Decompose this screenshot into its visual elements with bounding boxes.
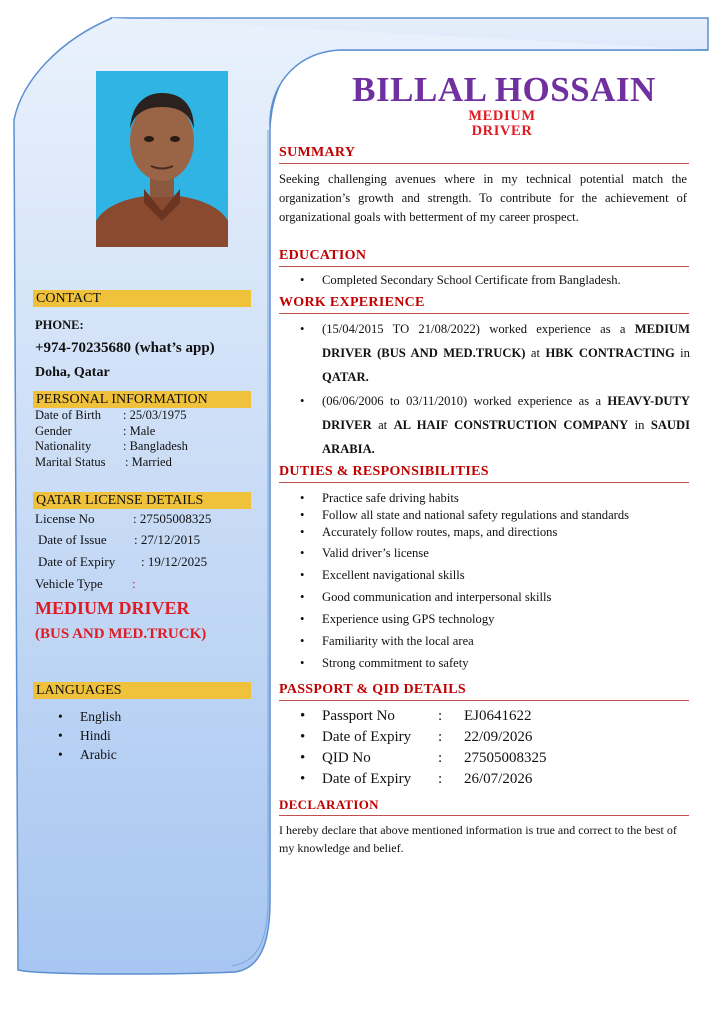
list-item: • Arabic (58, 745, 238, 764)
job-title-line2: DRIVER (471, 123, 533, 139)
duties-heading: DUTIES & RESPONSIBILITIES (279, 464, 689, 483)
personal-row: Gender : Male (35, 424, 156, 438)
education-heading: EDUCATION (279, 248, 689, 267)
list-item: • Strong commitment to safety (300, 652, 690, 674)
license-row: Vehicle Type : (35, 576, 136, 591)
list-item: • Accurately follow routes, maps, and directions (300, 524, 690, 541)
vehicle-type-line2: (BUS AND MED.TRUCK) (35, 626, 207, 642)
languages-heading: LANGUAGES (33, 682, 251, 699)
personal-row: Nationality : Bangladesh (35, 439, 188, 453)
location: Doha, Qatar (35, 365, 110, 380)
phone-label: PHONE: (35, 318, 84, 332)
personal-info-heading: PERSONAL INFORMATION (33, 391, 251, 408)
list-item: • Completed Secondary School Certificate from Bangladesh. (300, 273, 690, 288)
declaration-heading: DECLARATION (279, 797, 689, 816)
job-title-line1: MEDIUM (468, 108, 536, 124)
passport-list (300, 706, 690, 790)
candidate-name: BILLAL HOSSAIN (352, 70, 656, 109)
passport-heading: PASSPORT & QID DETAILS (279, 682, 689, 701)
list-item: • (06/06/2006 to 03/11/2010) worked experience as a HEAVY-DUTY DRIVER at AL HAIF CONSTRUCTION COMPANY in SAUDI ARABIA. (300, 389, 690, 461)
list-item: • Hindi (58, 726, 238, 745)
license-row: Date of Issue : 27/12/2015 (38, 532, 201, 547)
list-item: • Passport No : EJ0641622 (300, 706, 690, 727)
declaration-text: I hereby declare that above mentioned information is true and correct to the best of my knowledge and belief. (279, 823, 677, 855)
personal-row: Marital Status : Married (35, 455, 172, 469)
work-experience-list (300, 317, 690, 461)
list-item: • Date of Expiry : 26/07/2026 (300, 769, 690, 790)
list-item: • Follow all state and national safety regulations and standards (300, 507, 690, 524)
list-item: • English (58, 707, 238, 726)
work-experience-heading: WORK EXPERIENCE (279, 295, 689, 314)
list-item: • Familiarity with the local area (300, 630, 690, 652)
profile-photo (96, 71, 228, 247)
contact-heading: CONTACT (33, 290, 251, 307)
list-item: • Good communication and interpersonal skills (300, 586, 690, 608)
education-list (300, 273, 690, 288)
license-row: License No : 27505008325 (35, 511, 212, 526)
summary-heading: SUMMARY (279, 145, 689, 164)
languages-list (58, 707, 238, 764)
person-photo-icon (96, 71, 228, 247)
vehicle-type-line1: MEDIUM DRIVER (35, 598, 190, 618)
list-item: • Excellent navigational skills (300, 564, 690, 586)
duties-list (300, 490, 690, 674)
list-item: • Experience using GPS technology (300, 608, 690, 630)
list-item: • Date of Expiry : 22/09/2026 (300, 727, 690, 748)
phone-value: +974-70235680 (what’s app) (35, 340, 215, 356)
license-row: Date of Expiry : 19/12/2025 (38, 554, 208, 569)
list-item: • (15/04/2015 TO 21/08/2022) worked experience as a MEDIUM DRIVER (BUS AND MED.TRUCK) at HBK CONTRACTING in QATAR. (300, 317, 690, 389)
summary-text: Seeking challenging avenues where in my technical potential match the organization’s growth and strength. To contribute for the achievement of organizational goals with betterment of my career prospect. (279, 172, 687, 224)
list-item: • Valid driver’s license (300, 542, 690, 564)
license-heading: QATAR LICENSE DETAILS (33, 492, 251, 509)
personal-row: Date of Birth : 25/03/1975 (35, 408, 187, 422)
list-item: • Practice safe driving habits (300, 490, 690, 507)
list-item: • QID No : 27505008325 (300, 748, 690, 769)
